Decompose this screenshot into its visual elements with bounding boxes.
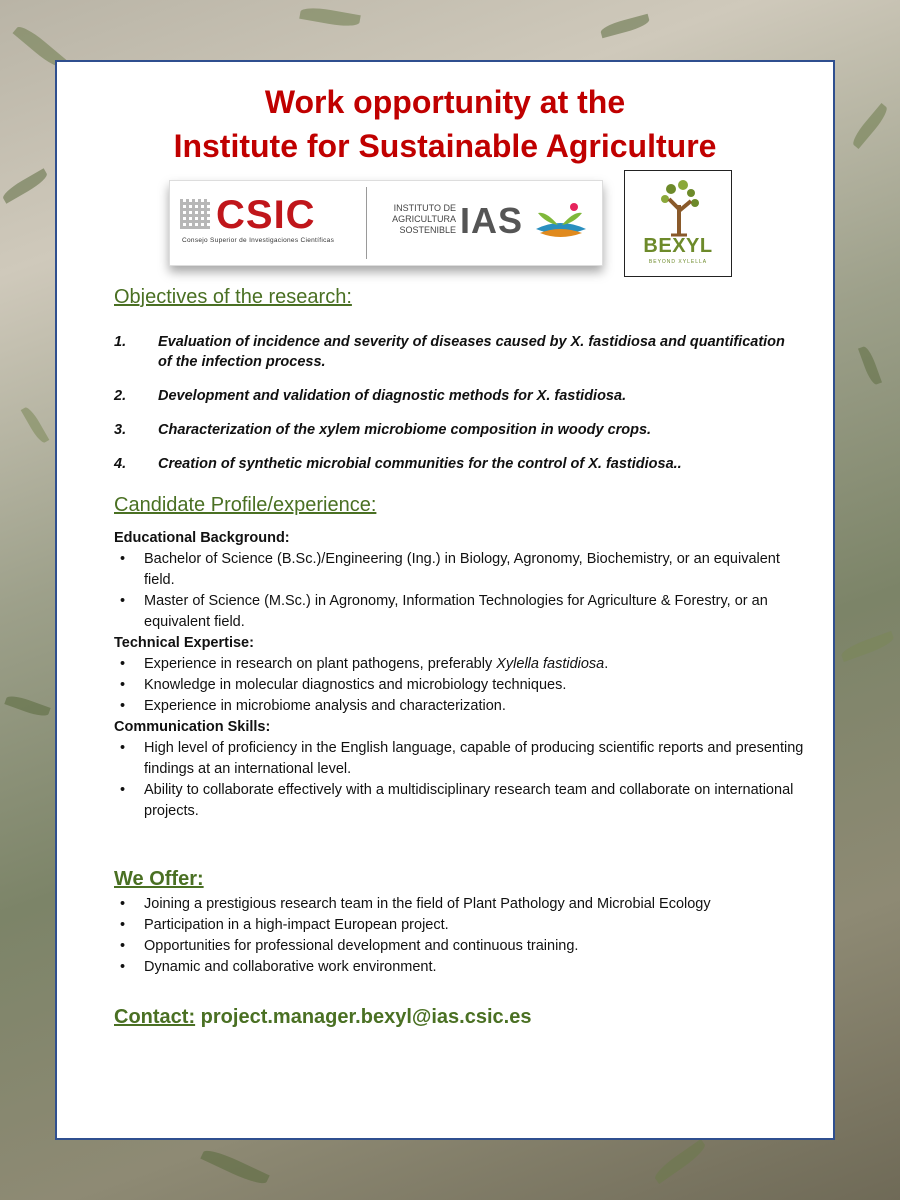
communication-heading: Communication Skills: [114,719,271,735]
objective-number: 2. [114,388,127,404]
background-leaf [200,1146,269,1188]
list-item: • Opportunities for professional development and continuous training. [114,936,804,957]
list-item: • Participation in a high-impact European project. [114,915,804,936]
technical-list [114,654,804,717]
education-list [114,549,804,633]
species-name: Xylella fastidiosa [496,656,605,672]
candidate-profile [114,528,804,822]
institution-logos [169,180,603,266]
communication-list [114,738,804,822]
list-item: • Joining a prestigious research team in the field of Plant Pathology and Microbial Ecology [114,894,804,915]
education-heading: Educational Background: [114,530,290,546]
csic-emblem-icon [180,199,210,229]
objectives-heading: Objectives of the research: [114,286,352,308]
csic-logo [178,191,358,255]
objective-number: 3. [114,422,127,438]
list-item: • Knowledge in molecular diagnostics and microbiology techniques. [114,675,804,696]
logo-divider [366,187,367,259]
bexyl-logo-tagline: BEYOND XYLELLA [648,259,708,265]
contact-email[interactable]: project.manager.bexyl@ias.csic.es [200,1006,532,1028]
background-leaf [299,5,361,29]
background-leaf [839,631,895,662]
background-leaf [599,14,650,39]
list-item: • Experience in microbiome analysis and characterization. [114,696,804,717]
list-item [114,454,794,474]
background-leaf [4,693,50,720]
objectives-list [114,332,794,488]
bexyl-logo [624,170,732,277]
offer-section [114,894,804,978]
background-leaf [0,168,49,203]
list-item: • High level of proficiency in the English language, capable of producing scientific reports and presenting findings at an international level. [114,738,804,780]
title-line-1: Work opportunity at the [264,84,626,120]
objective-text: Characterization of the xylem microbiome composition in woody crops. [158,422,652,438]
bexyl-logo-text: BEXYL [643,235,713,257]
csic-logo-text: CSIC [216,193,316,237]
objective-number: 4. [114,456,127,472]
csic-logo-subtitle: Consejo Superior de Investigaciones Científicas [182,237,335,244]
technical-item-suffix: . [604,656,609,672]
technical-heading: Technical Expertise: [114,635,254,651]
objective-text: Development and validation of diagnostic methods for X. fastidiosa. [158,388,627,404]
we-offer-heading: We Offer: [114,868,204,890]
ias-sprout-icon [530,199,590,243]
job-posting-card [55,60,835,1140]
objective-number: 1. [114,334,127,350]
offer-list [114,894,804,978]
page-title [57,80,833,168]
title-line-2: Institute for Sustainable Agriculture [173,128,717,164]
background-leaf [21,405,50,445]
technical-item-text: Experience in research on plant pathogens, preferably [144,656,497,672]
objective-text: Creation of synthetic microbial communities for the control of X. fastidiosa.. [158,456,682,472]
ias-logo-text: IAS [460,200,524,241]
bexyl-tree-icon [625,175,733,239]
list-item [114,332,794,372]
ias-caption-line-3: SOSTENIBLE [399,225,456,235]
list-item [114,420,794,440]
objective-text: Evaluation of incidence and severity of diseases caused by X. fastidiosa and quantification of the infection process. [158,334,785,370]
list-item [114,654,804,675]
contact-label: Contact: [114,1006,196,1028]
ias-caption-line-2: AGRICULTURA [392,214,456,224]
list-item: • Dynamic and collaborative work environment. [114,957,804,978]
list-item: • Master of Science (M.Sc.) in Agronomy, Information Technologies for Agriculture & Forestry, or an equivalent field. [114,591,804,633]
candidate-profile-heading: Candidate Profile/experience: [114,494,377,516]
contact-line [114,1006,531,1029]
ias-caption-line-1: INSTITUTO DE [393,203,456,213]
ias-logo-caption [376,203,456,236]
list-item [114,386,794,406]
background-leaf [652,1139,709,1184]
background-leaf [849,103,890,149]
list-item: • Ability to collaborate effectively with a multidisciplinary research team and collaborate on international projects. [114,780,804,822]
background-leaf [858,345,882,386]
list-item: • Bachelor of Science (B.Sc.)/Engineering (Ing.) in Biology, Agronomy, Biochemistry, or an equivalent field. [114,549,804,591]
